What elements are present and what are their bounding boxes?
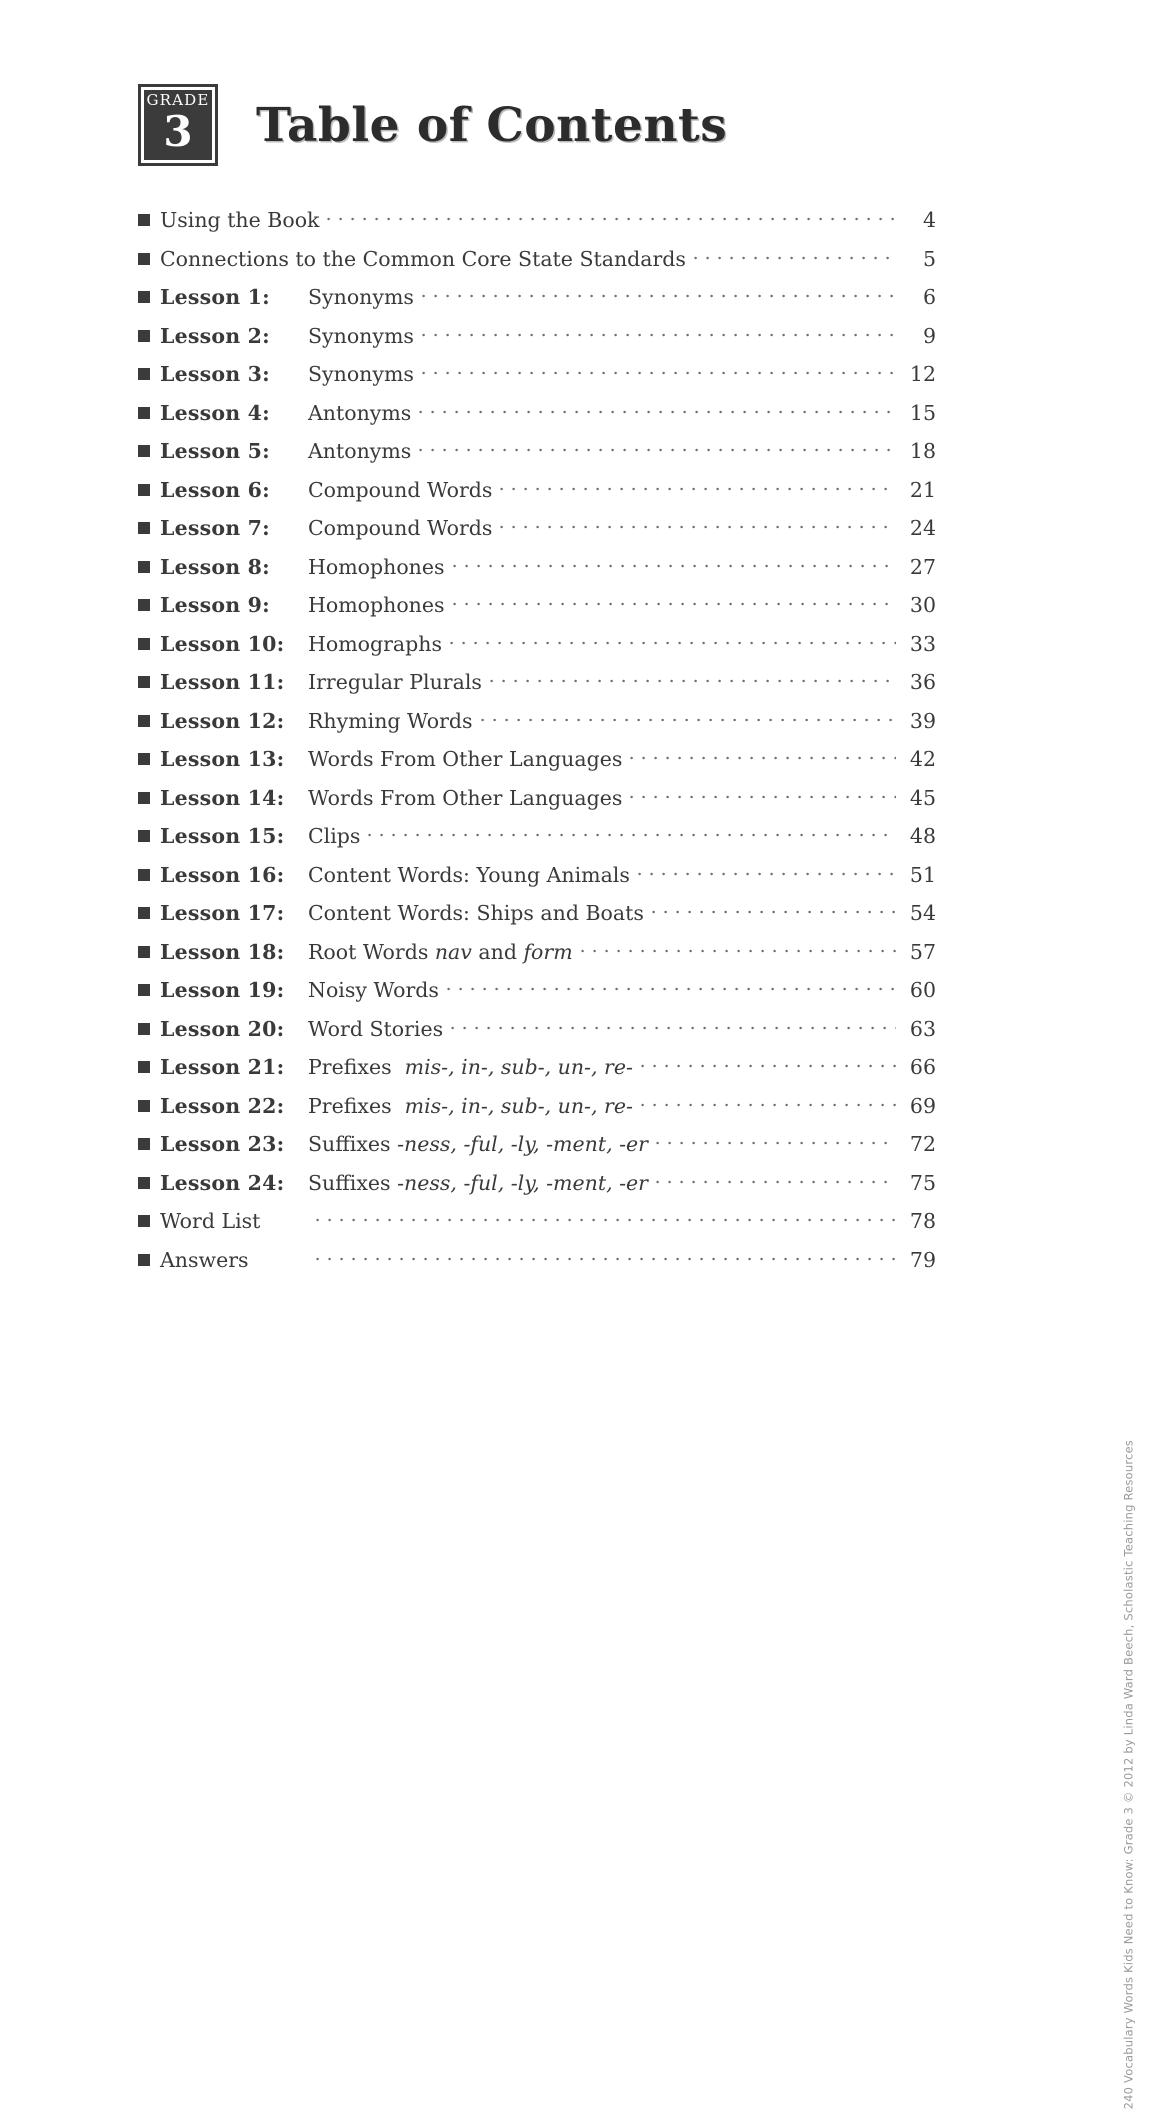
dot-leader [481, 716, 896, 724]
toc-row[interactable] [138, 401, 936, 440]
toc-entry-label: Lesson 15: [160, 824, 285, 848]
toc-entry-label: Using the Book [160, 208, 320, 232]
toc-entry-topic: Rhyming Words [308, 708, 473, 733]
bullet-square-icon [138, 407, 150, 419]
dot-leader [630, 754, 896, 762]
topic-italic-term: mis-, in-, sub-, un-, re- [404, 1093, 633, 1118]
dot-leader [453, 600, 896, 608]
bullet-square-icon [138, 946, 150, 958]
toc-entry-label: Lesson 22: [160, 1093, 285, 1118]
toc-entry-label: Lesson 17: [160, 901, 285, 925]
toc-entry-label: Lesson 20: [160, 1016, 285, 1041]
toc-entry-topic: Synonyms [308, 285, 414, 309]
topic-text: Suffixes [308, 1170, 398, 1195]
toc-page-number: 51 [909, 862, 936, 887]
topic-text: and [471, 939, 524, 964]
bullet-square-icon [138, 291, 150, 303]
toc-entry-topic: Words From Other Languages [308, 747, 623, 771]
toc-row[interactable] [138, 1055, 936, 1094]
toc-row[interactable] [138, 1132, 936, 1171]
grade-badge-word: GRADE [146, 91, 210, 109]
toc-row[interactable] [138, 901, 936, 940]
toc-row[interactable] [138, 747, 936, 786]
toc-entry-label: Lesson 18: [160, 939, 285, 964]
toc-page-number: 9 [922, 323, 936, 348]
toc-entry-topic [308, 940, 573, 964]
grade-badge-inner [144, 90, 212, 160]
dot-leader [694, 254, 896, 262]
toc-page-number: 24 [909, 516, 936, 540]
bullet-square-icon [138, 1215, 150, 1227]
toc-entry-topic: Word Stories [308, 1016, 444, 1041]
bullet-square-icon [138, 907, 150, 919]
bullet-square-icon [138, 1100, 150, 1112]
toc-page-number: 78 [909, 1209, 936, 1233]
bullet-square-icon [138, 599, 150, 611]
toc-page-number: 75 [909, 1170, 936, 1195]
toc-page-number: 48 [909, 824, 936, 848]
dot-leader [638, 870, 896, 878]
bullet-square-icon [138, 753, 150, 765]
toc-page-number: 42 [909, 747, 936, 771]
toc-entry-label: Lesson 11: [160, 670, 285, 694]
toc-page-number: 4 [922, 208, 936, 232]
bullet-square-icon [138, 1138, 150, 1150]
bullet-square-icon [138, 214, 150, 226]
toc-row[interactable] [138, 863, 936, 902]
dot-leader [641, 1062, 896, 1070]
dot-leader [447, 985, 896, 993]
bullet-square-icon [138, 253, 150, 265]
dot-leader [450, 639, 896, 647]
toc-entry-topic [308, 1055, 633, 1079]
bullet-square-icon [138, 1023, 150, 1035]
dot-leader [419, 408, 896, 416]
toc-entry-topic [308, 1094, 633, 1118]
page-title: Table of Contents [256, 97, 728, 153]
toc-entry-topic: Homophones [308, 593, 445, 617]
bullet-square-icon [138, 638, 150, 650]
toc-row[interactable] [138, 1017, 936, 1056]
toc-page-number: 30 [909, 593, 936, 617]
page-header [138, 84, 727, 166]
toc-page-number: 63 [909, 1016, 936, 1041]
toc-page-number: 36 [909, 670, 936, 694]
toc-page-number: 12 [909, 362, 936, 386]
toc-entry-topic: Content Words: Young Animals [308, 862, 630, 887]
toc-entry-label: Lesson 19: [160, 978, 285, 1002]
toc-entry-label: Answers [160, 1247, 249, 1272]
bullet-square-icon [138, 869, 150, 881]
bullet-square-icon [138, 368, 150, 380]
toc-row[interactable] [138, 978, 936, 1017]
toc-entry-label: Connections to the Common Core State Standards [160, 246, 686, 271]
toc-entry-label: Lesson 2: [160, 323, 270, 348]
dot-leader [422, 331, 896, 339]
toc-entry-label: Lesson 12: [160, 708, 285, 733]
toc-row[interactable] [138, 786, 936, 825]
toc-row[interactable] [138, 1209, 936, 1248]
toc-row[interactable] [138, 516, 936, 555]
toc-entry-label: Lesson 14: [160, 785, 285, 810]
toc-row[interactable] [138, 439, 936, 478]
toc-entry-topic: Homographs [308, 631, 442, 656]
topic-text: Root Words [308, 939, 435, 964]
bullet-square-icon [138, 1254, 150, 1266]
toc-entry-label: Word List [160, 1209, 261, 1233]
dot-leader [327, 215, 896, 223]
toc-page-number: 69 [909, 1093, 936, 1118]
topic-text: Suffixes [308, 1132, 398, 1156]
bullet-square-icon [138, 445, 150, 457]
toc-entry-topic: Irregular Plurals [308, 670, 482, 694]
grade-badge [138, 84, 218, 166]
toc-row[interactable] [138, 478, 936, 517]
toc-row[interactable] [138, 940, 936, 979]
toc-page-number: 27 [909, 554, 936, 579]
toc-entry-topic: Homophones [308, 554, 445, 579]
toc-page-number: 15 [909, 400, 936, 425]
toc-page-number: 72 [909, 1132, 936, 1156]
toc-entry-topic: Words From Other Languages [308, 785, 623, 810]
toc-row[interactable] [138, 1094, 936, 1133]
dot-leader [368, 831, 896, 839]
toc-entry-label: Lesson 4: [160, 400, 270, 425]
toc-entry-label: Lesson 24: [160, 1170, 285, 1195]
toc-row[interactable] [138, 362, 936, 401]
dot-leader [316, 1216, 896, 1224]
toc-page-number: 39 [909, 708, 936, 733]
bullet-square-icon [138, 561, 150, 573]
bullet-square-icon [138, 1177, 150, 1189]
toc-row[interactable] [138, 1248, 936, 1287]
toc-entry-topic: Content Words: Ships and Boats [308, 901, 644, 925]
toc-entry-topic: Antonyms [308, 439, 412, 463]
toc-entry-label: Lesson 1: [160, 285, 270, 309]
grade-badge-number: 3 [163, 107, 193, 156]
dot-leader [451, 1024, 896, 1032]
topic-text: Prefixes [308, 1055, 405, 1079]
dot-leader [581, 947, 896, 955]
bullet-square-icon [138, 484, 150, 496]
bullet-square-icon [138, 715, 150, 727]
dot-leader [422, 369, 896, 377]
toc-entry-label: Lesson 9: [160, 593, 270, 617]
toc-entry-topic: Clips [308, 824, 361, 848]
topic-italic-term: -ness, -ful, -ly, -ment, -er [397, 1170, 648, 1195]
dot-leader [500, 523, 896, 531]
toc-entry-label: Lesson 8: [160, 554, 270, 579]
dot-leader [656, 1139, 896, 1147]
topic-italic-term: mis-, in-, sub-, un-, re- [404, 1055, 633, 1079]
toc-entry-topic: Compound Words [308, 477, 493, 502]
dot-leader [316, 1255, 896, 1263]
toc-page-number: 54 [909, 901, 936, 925]
toc-entry-label: Lesson 3: [160, 362, 270, 386]
toc-page-number: 33 [909, 631, 936, 656]
toc-entry-label: Lesson 23: [160, 1132, 285, 1156]
toc-entry-label: Lesson 21: [160, 1055, 285, 1079]
toc-row[interactable] [138, 824, 936, 863]
dot-leader [652, 908, 896, 916]
dot-leader [419, 446, 896, 454]
dot-leader [630, 793, 896, 801]
bullet-square-icon [138, 830, 150, 842]
toc-page-number: 66 [909, 1055, 936, 1079]
topic-text: Prefixes [308, 1093, 405, 1118]
toc-row[interactable] [138, 593, 936, 632]
dot-leader [641, 1101, 896, 1109]
bullet-square-icon [138, 984, 150, 996]
dot-leader [656, 1178, 896, 1186]
toc-page-number: 45 [909, 785, 936, 810]
toc-entry-label: Lesson 16: [160, 862, 285, 887]
dot-leader [422, 292, 896, 300]
toc-row[interactable] [138, 324, 936, 363]
toc-entry-label: Lesson 7: [160, 516, 270, 540]
toc-entry-topic: Compound Words [308, 516, 493, 540]
bullet-square-icon [138, 522, 150, 534]
bullet-square-icon [138, 330, 150, 342]
toc-row[interactable] [138, 247, 936, 286]
toc-entry-label: Lesson 5: [160, 439, 270, 463]
toc-entry-topic: Noisy Words [308, 978, 439, 1002]
toc-entry-topic [308, 1132, 648, 1156]
toc-page-number: 79 [909, 1247, 936, 1272]
toc-page-number: 18 [909, 439, 936, 463]
bullet-square-icon [138, 676, 150, 688]
toc-page-number: 6 [922, 285, 936, 309]
toc-row[interactable] [138, 670, 936, 709]
toc-entry-label: Lesson 6: [160, 477, 270, 502]
toc-entry-topic: Synonyms [308, 362, 414, 386]
toc-entry-label: Lesson 13: [160, 747, 285, 771]
topic-italic-term: form [523, 939, 573, 964]
toc-entry-topic: Antonyms [308, 400, 412, 425]
table-of-contents [138, 208, 936, 1286]
toc-page-number: 21 [909, 477, 936, 502]
dot-leader [490, 677, 896, 685]
dot-leader [453, 562, 896, 570]
toc-page-number: 57 [909, 939, 936, 964]
toc-page-number: 5 [922, 246, 936, 271]
bullet-square-icon [138, 792, 150, 804]
toc-entry-label: Lesson 10: [160, 631, 285, 656]
toc-page-number: 60 [909, 978, 936, 1002]
toc-row[interactable] [138, 555, 936, 594]
dot-leader [500, 485, 896, 493]
toc-row[interactable] [138, 709, 936, 748]
topic-italic-term: nav [434, 939, 472, 964]
toc-row[interactable] [138, 1171, 936, 1210]
toc-entry-topic: Synonyms [308, 323, 414, 348]
toc-entry-topic [308, 1171, 648, 1195]
toc-row[interactable] [138, 285, 936, 324]
toc-row[interactable] [138, 632, 936, 671]
topic-italic-term: -ness, -ful, -ly, -ment, -er [397, 1132, 648, 1156]
toc-row[interactable] [138, 208, 936, 247]
bullet-square-icon [138, 1061, 150, 1073]
copyright-credit: 240 Vocabulary Words Kids Need to Know: Grade 3 © 2012 by Linda Ward Beech, Scholastic Teaching Resources [1121, 1440, 1135, 2109]
